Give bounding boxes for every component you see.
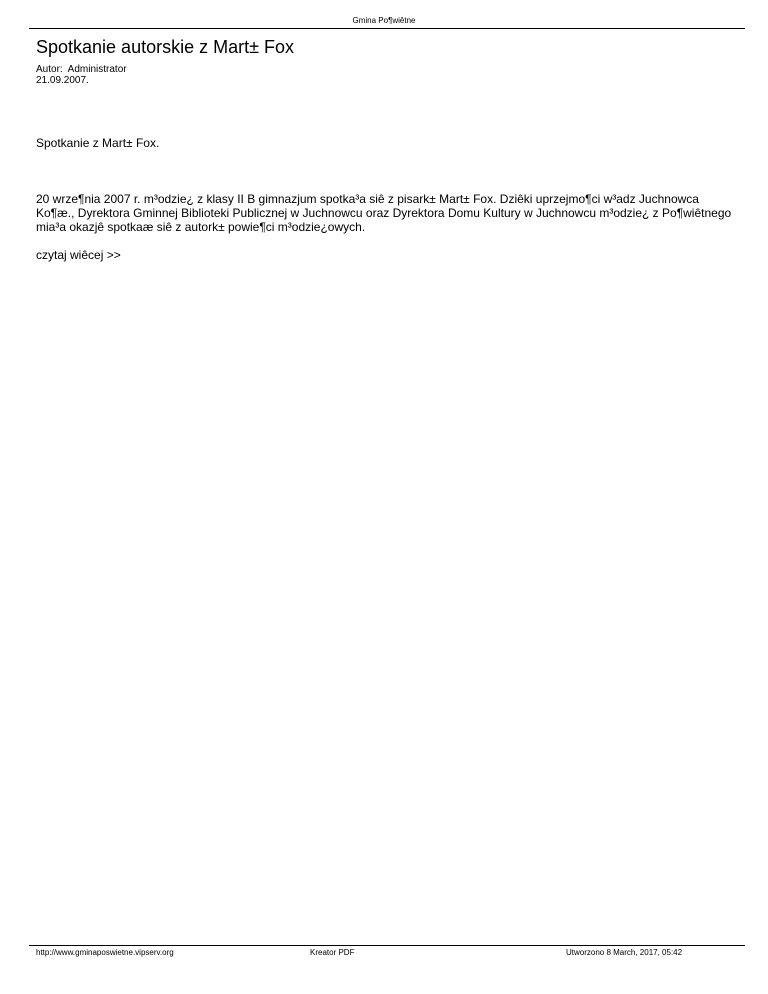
article-date: 21.09.2007. (36, 75, 89, 86)
footer-generator: Kreator PDF (310, 948, 355, 957)
author-line: Autor: Administrator (36, 64, 127, 75)
article-meta (36, 64, 127, 86)
article-body: 20 wrze¶nia 2007 r. m³odzie¿ z klasy II B gimnazjum spotka³a siê z pisark± Mart± Fox. Dziêki uprzejmo¶ci w³adz Juchnowca Ko¶æ., Dyrektora Gminnej Biblioteki Publicznej w Juchnowcu oraz Dyrektora Domu Kultury w Juchnowcu m³odzie¿ z Po¶wiêtnego mia³a okazjê spotkaæ siê z autork± powie¶ci m³odzie¿owych. (36, 192, 732, 234)
footer-url[interactable]: http://www.gminaposwietne.vipserv.org (36, 948, 174, 957)
article-title: Spotkanie autorskie z Mart± Fox (36, 37, 294, 57)
page-header-site-name: Gmina Po¶wiêtne (352, 16, 416, 25)
footer-created-date: Utworzono 8 March, 2017, 05:42 (566, 948, 683, 957)
read-more-link[interactable]: czytaj wiêcej >> (36, 248, 121, 262)
header-divider (29, 28, 745, 29)
article-lead: Spotkanie z Mart± Fox. (36, 136, 160, 150)
footer-divider (29, 945, 745, 946)
